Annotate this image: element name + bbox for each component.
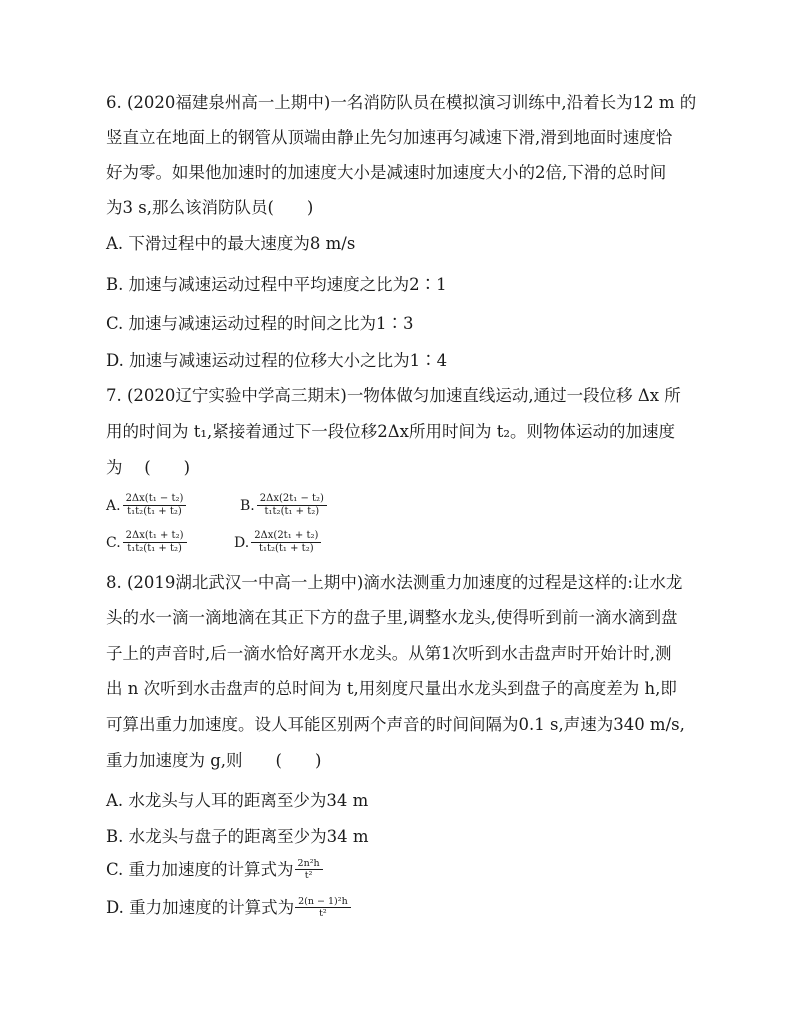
q8-option-c [106,858,323,881]
q8-line-4: 出 n 次听到水击盘声的总时间为 t,用刻度尺量出水龙头到盘子的高度差为 h,即 [106,679,677,698]
q8-option-d-numerator: 2(n − 1)²h [295,896,351,908]
q7-option-b-numerator: 2Δx(2t₁ − t₂) [257,493,327,506]
q6-option-b: B. 加速与减速运动过程中平均速度之比为2∶1 [106,275,447,294]
q8-option-d [106,896,351,919]
q7-option-d-numerator: 2Δx(2t₁ + t₂) [251,530,321,543]
q6-option-a: A. 下滑过程中的最大速度为8 m/s [106,234,356,253]
q8-option-c-denominator: t² [304,870,313,881]
q6-line-4: 为3 s,那么该消防队员( ) [106,198,314,217]
q7-line-3: 为 ( ) [106,458,191,477]
q8-line-1: 8. (2019湖北武汉一中高一上期中)滴水法测重力加速度的过程是这样的:让水龙 [106,573,683,592]
q7-option-a-denominator: t₁t₂(t₁ + t₂) [127,506,182,517]
q7-option-b-denominator: t₁t₂(t₁ + t₂) [264,506,320,517]
q7-option-a-fraction [123,493,187,518]
q7-option-d-denominator: t₁t₂(t₁ + t₂) [258,543,314,554]
q8-line-3: 子上的声音时,后一滴水恰好离开水龙头。从第1次听到水击盘声时开始计时,测 [106,644,672,663]
q7-line-1: 7. (2020辽宁实验中学高三期末)一物体做匀加速直线运动,通过一段位移 Δx 所 [106,386,681,405]
q8-option-c-numerator: 2n²h [295,858,323,870]
q7-option-d [234,530,321,555]
q7-option-c-denominator: t₁t₂(t₁ + t₂) [127,543,182,554]
q7-line-2: 用的时间为 t₁,紧接着通过下一段位移2Δx所用时间为 t₂。则物体运动的加速度 [106,422,675,441]
q7-option-b [240,493,327,518]
q8-option-c-fraction [295,858,323,881]
q7-option-b-label: B. [240,497,255,514]
q7-option-a [106,493,186,518]
q8-option-d-text: D. 重力加速度的计算式为 [106,897,295,917]
q8-option-a: A. 水龙头与人耳的距离至少为34 m [106,791,369,810]
q6-option-c: C. 加速与减速运动过程的时间之比为1∶3 [106,314,414,333]
q7-option-c [106,530,187,555]
q8-option-d-denominator: t² [319,908,327,919]
q8-line-6: 重力加速度为 g,则 ( ) [106,751,322,770]
q8-option-d-fraction [295,896,351,919]
q7-option-d-label: D. [234,534,250,551]
q7-option-a-numerator: 2Δx(t₁ − t₂) [123,493,187,506]
q6-line-3: 好为零。如果他加速时的加速度大小是减速时加速度大小的2倍,下滑的总时间 [106,163,667,182]
q7-option-b-fraction [257,493,327,518]
q6-line-1: 6. (2020福建泉州高一上期中)一名消防队员在模拟演习训练中,沿着长为12 m 的 [106,93,697,112]
q7-option-d-fraction [251,530,321,555]
q7-option-c-numerator: 2Δx(t₁ + t₂) [123,530,187,543]
q8-option-c-text: C. 重力加速度的计算式为 [106,859,294,879]
q8-line-2: 头的水一滴一滴地滴在其正下方的盘子里,调整水龙头,使得听到前一滴水滴到盘 [106,608,678,627]
q7-option-a-label: A. [106,497,121,514]
q8-line-5: 可算出重力加速度。设人耳能区别两个声音的时间间隔为0.1 s,声速为340 m/s, [106,715,685,734]
q8-option-b: B. 水龙头与盘子的距离至少为34 m [106,827,369,846]
q6-line-2: 竖直立在地面上的钢管从顶端由静止先匀加速再匀减速下滑,滑到地面时速度恰 [106,128,673,147]
q7-option-c-label: C. [106,534,121,551]
q7-option-c-fraction [123,530,187,555]
q6-option-d: D. 加速与减速运动过程的位移大小之比为1∶4 [106,351,448,370]
